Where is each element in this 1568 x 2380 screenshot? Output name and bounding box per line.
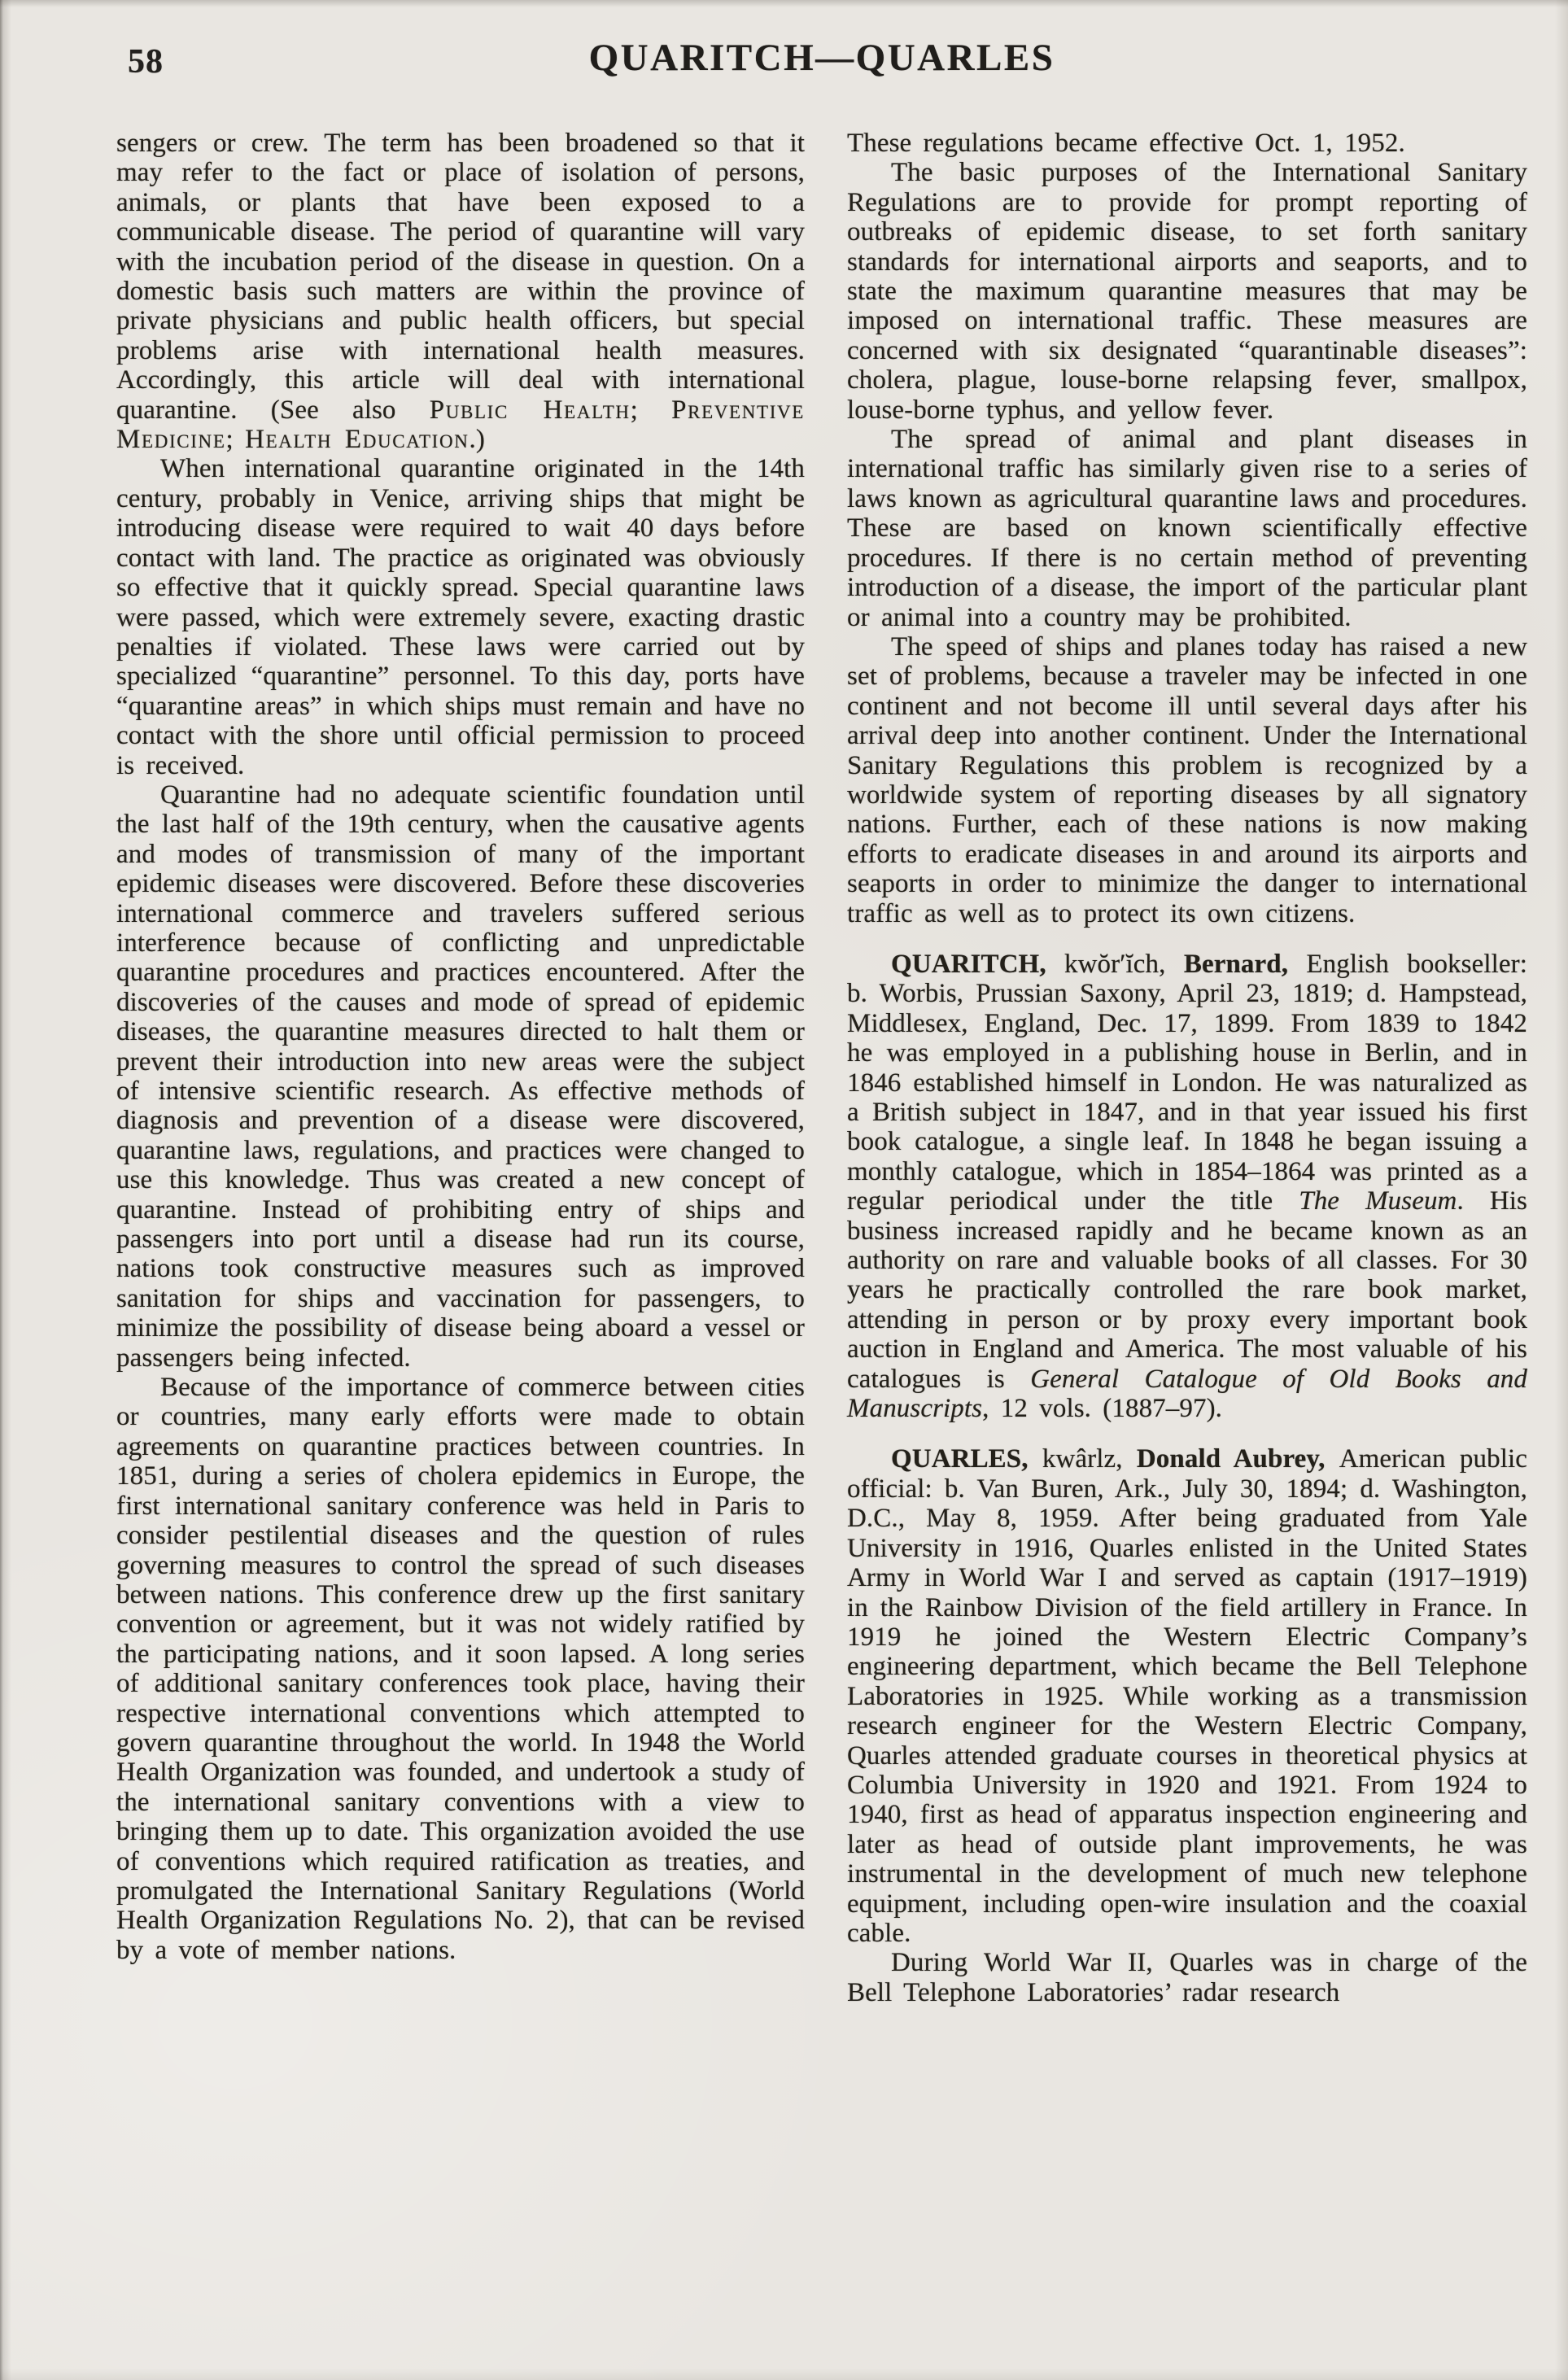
text-run: kwŏr′ĭch, — [1064, 949, 1184, 979]
text-run: The Museum — [1299, 1186, 1457, 1216]
text-run: Quarantine had no adequate scientific foundation until the last half of the 19th century, when the causative agents and modes of transmission of many of the important epidemic diseases were discovered. Before these discoveries international commerce and travelers suffered serious interference because of conflicting and unpredictable quarantine procedures and practices encountered. After the discoveries of the causes and mode of spread of epidemic diseases, the quarantine measures directed to halt them or prevent their introduction into new areas were the subject of intensive scientific research. As effective methods of diagnosis and prevention of a disease were discovered, quarantine laws, regulations, and practices were changed to use this knowledge. Thus was created a new concept of quarantine. Instead of prohibiting entry of ships and passengers into port until a disease had run its course, nations took constructive measures such as improved sanitation for ships and vaccination for passengers, to minimize the possibility of disease being aboard a vessel or passengers being infected. — [116, 780, 805, 1373]
right-column — [847, 129, 1527, 2007]
text-run: The spread of animal and plant diseases in international traffic has similarly given rise to a series of laws known as agricultural quarantine laws and procedures. These are based on known scientifically effective procedures. If there is no certain method of preventing introduction of a disease, the import of the particular plant or animal into a country may be prohibited. — [847, 425, 1527, 632]
quarantine-article-continuation — [116, 129, 805, 454]
text-run: Health Education — [245, 425, 470, 455]
text-run: The speed of ships and planes today has raised a new set of problems, because a traveler may be infected in one continent and not become ill until several days after his arrival deep into another continent. Under the International Sanitary Regulations this problem is recognized by a worldwide system of reporting diseases by all signatory nations. Further, each of these nations is now making efforts to eradicate diseases in and around its airports and seaports in order to minimize the danger to international traffic as well as to protect its own citizens. — [847, 631, 1527, 928]
text-run: QUARLES, — [891, 1444, 1042, 1474]
agricultural-quarantine-paragraph — [847, 425, 1527, 632]
text-run: QUARITCH, — [891, 949, 1064, 979]
regulations-purposes-paragraph — [847, 158, 1527, 425]
text-run: Donald Aubrey, — [1136, 1444, 1339, 1474]
quarantine-science-paragraph — [116, 780, 805, 1373]
entry-quarles — [847, 1444, 1527, 1948]
text-run: . His business increased rapidly and he became known as an authority on rare and valuable books of all classes. For 30 years he practically controlled the rare book market, attending in person or by proxy every important book auction in England and America. The most valuable of his catalogues is — [847, 1186, 1527, 1394]
text-run: kwârlz, — [1042, 1444, 1137, 1474]
text-run: English bookseller: b. Worbis, Prussian Saxony, April 23, 1819; d. Hampstead, Middlesex, England, Dec. 17, 1899. From 1839 to 1842 he was employed in a publishing house in Berlin, and in 1846 established himself in London. He was naturalized as a British subject in 1847, and in that year issued his first book catalogue, a single leaf. In 1848 he began issuing a monthly catalogue, which in 1854–1864 was printed as a regular periodical under the title — [847, 949, 1527, 1216]
text-run: During World War II, Quarles was in charge of the Bell Telephone Laboratories’ radar research — [847, 1948, 1527, 2007]
text-run: Because of the importance of commerce between cities or countries, many early efforts were made to obtain agreements on quarantine practices between countries. In 1851, during a series of cholera epidemics in Europe, the first international sanitary conference was held in Paris to consider pestilential diseases and the question of rules governing measures to control the spread of such diseases between nations. This conference drew up the first sanitary convention or agreement, but it was not widely ratified by the participating nations, and it soon lapsed. A long series of additional sanitary conferences took place, having their respective international conventions which attempted to govern quarantine throughout the world. In 1948 the World Health Organization was founded, and undertook a study of the international sanitary conventions with a view to bringing them up to date. This organization avoided the use of conventions which required ratification as treaties, and promulgated the International Sanitary Regulations (World Health Organization Regulations No. 2), that can be revised by a vote of member nations. — [116, 1373, 805, 1965]
text-run: When international quarantine originated in the 14th century, probably in Venice, arriving ships that might be introducing disease were required to wait 40 days before contact with land. The practice as originated was obviously so effective that it quickly spread. Special quarantine laws were passed, which were extremely severe, exacting drastic penalties if violated. These laws were carried out by specialized “quarantine” personnel. To this day, ports have “quarantine areas” in which ships must remain and have no contact with the shore until official permission to proceed is received. — [116, 454, 805, 780]
text-run: The basic purposes of the International Sanitary Regulations are to provide for prompt reporting of outbreaks of epidemic disease, to set forth sanitary standards for international airports and seaports, and to state the maximum quarantine measures that may be imposed on international traffic. These measures are concerned with six designated “quarantinable diseases”: cholera, plague, louse-borne relapsing fever, smallpox, louse-borne typhus, and yellow fever. — [847, 158, 1527, 425]
quarantine-history-paragraph — [116, 454, 805, 780]
running-head-title: QUARITCH—QUARLES — [588, 37, 1055, 79]
entry-quaritch — [847, 950, 1527, 1424]
quarantine-agreements-paragraph — [116, 1373, 805, 1965]
text-run: Bernard, — [1183, 949, 1307, 979]
running-header — [116, 36, 1527, 93]
text-run: , 12 vols. (1887–97). — [982, 1394, 1223, 1424]
quarles-wwii-paragraph — [847, 1948, 1527, 2007]
text-run: ; — [630, 395, 672, 425]
regulations-effective-line — [847, 129, 1527, 158]
text-run: .) — [469, 425, 485, 455]
text-run: sengers or crew. The term has been broadened so that it may refer to the fact or place of isolation of persons, animals, or plants that have been exposed to a communicable disease. The period of quarantine will vary with the incubation period of the disease in question. On a domestic basis such matters are within the province of private physicians and public health officers, but special problems arise with international health measures. Accordingly, this article will deal with international quarantine. (See also — [116, 129, 805, 425]
text-run: American public official: b. Van Buren, Ark., July 30, 1894; d. Washington, D.C., May 8, 1959. After being graduated from Yale University in 1916, Quarles enlisted in the United States Army in World War I and served as captain (1917–1919) in the Rainbow Division of the field artillery in France. In 1919 he joined the Western Electric Company’s engineering department, which became the Bell Telephone Laboratories in 1925. While working as a transmission research engineer for the Western Electric Company, Quarles attended graduate courses in theoretical physics at Columbia University in 1920 and 1921. From 1924 to 1940, first as head of apparatus inspection engineering and later as head of outside plant improvements, he was instrumental in the development of much new telephone equipment, including open-wire insulation and the coaxial cable. — [847, 1444, 1527, 1948]
text-run: Public Health — [429, 395, 631, 425]
text-run: Preventive Medicine — [116, 395, 805, 455]
travel-speed-paragraph — [847, 632, 1527, 928]
text-run: General Catalogue of Old Books and Manuscripts — [847, 1364, 1528, 1424]
text-run: These regulations became effective Oct. 1, 1952. — [847, 129, 1405, 158]
text-run: ; — [225, 425, 246, 455]
left-column — [116, 129, 805, 1965]
page-number: 58 — [128, 43, 164, 81]
